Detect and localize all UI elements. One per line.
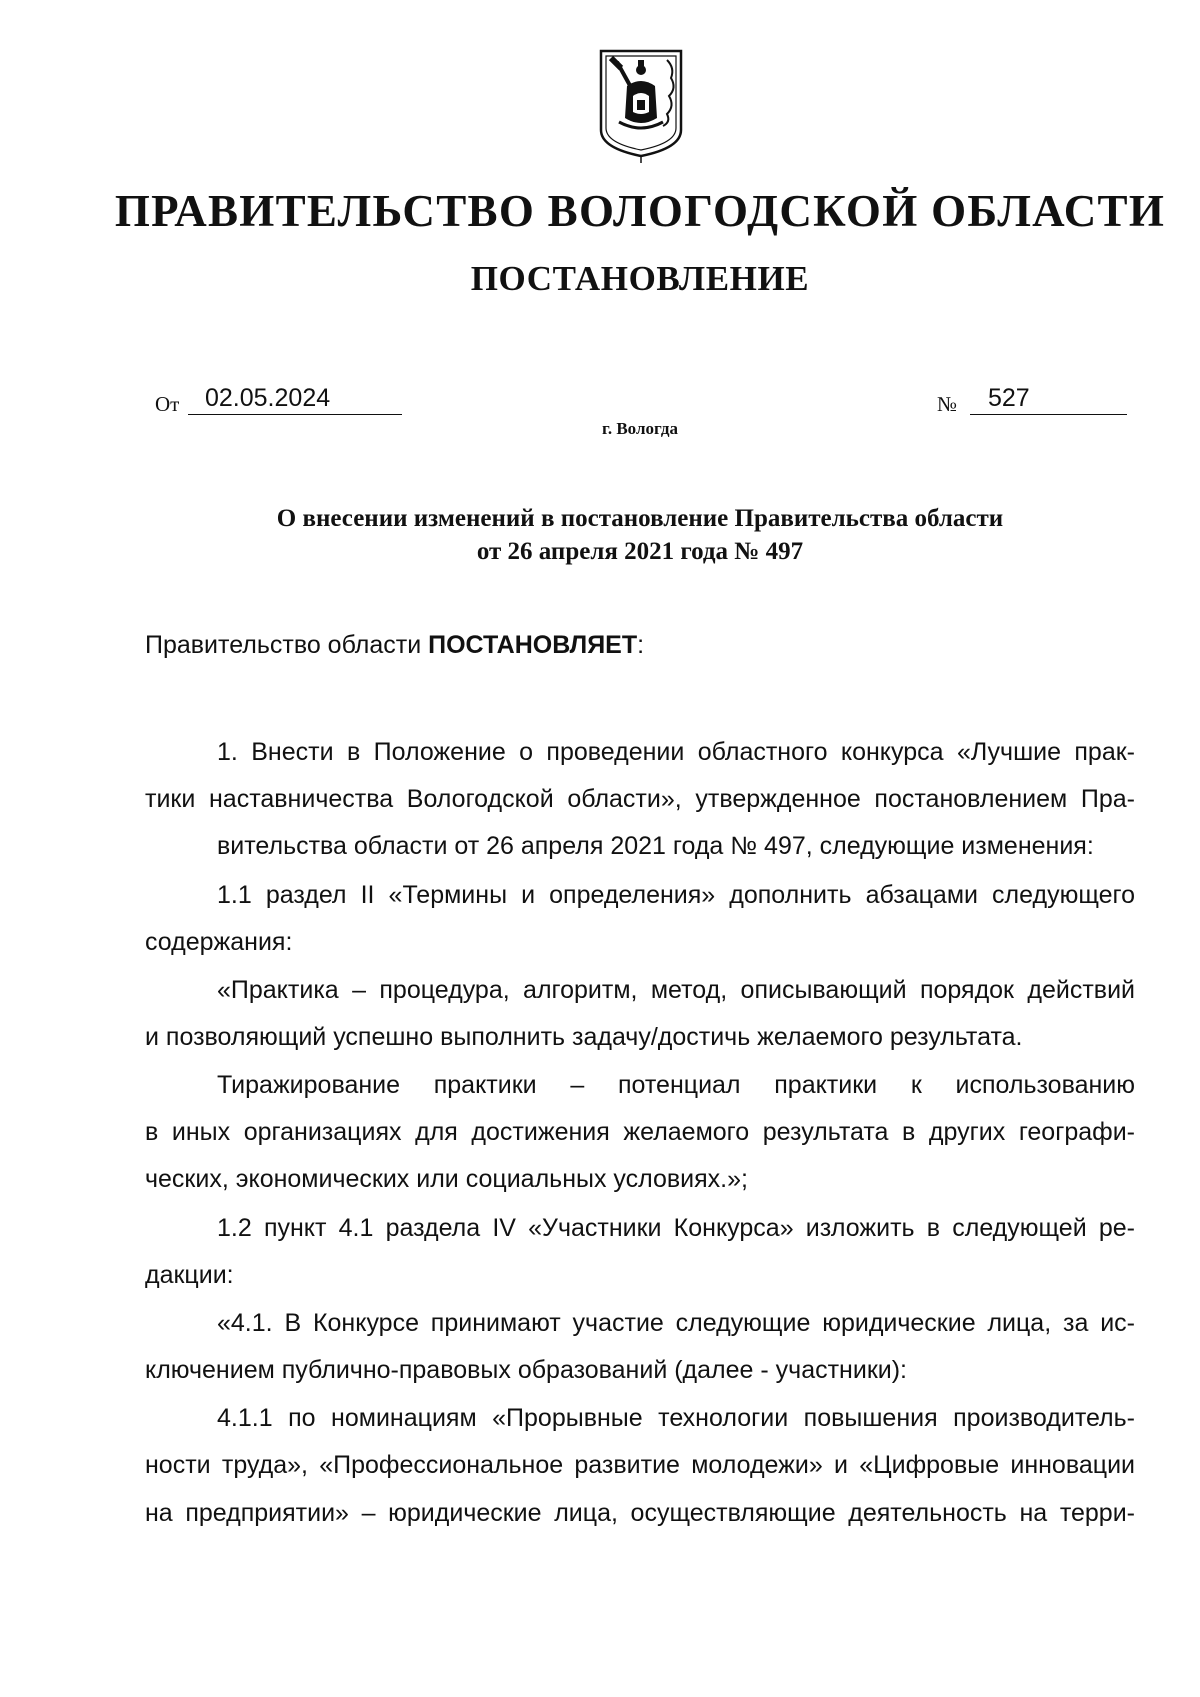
preamble-text: Правительство области — [145, 631, 429, 659]
number-value: 527 — [970, 382, 1127, 415]
body-line: тики наставничества Вологодской области», утвержденное постановлением Пра- — [145, 785, 1135, 813]
date-label: От — [155, 392, 180, 416]
body-line: содержания: — [145, 928, 293, 956]
document-kind: ПОСТАНОВЛЕНИЕ — [470, 259, 810, 298]
subject-line: О внесении изменений в постановление Правительства области — [276, 505, 1004, 532]
body-line: и позволяющий успешно выполнить задачу/достичь желаемого результата. — [145, 1023, 1023, 1051]
preamble-emphasis: ПОСТАНОВЛЯЕТ — [428, 631, 638, 659]
preamble-suffix: : — [637, 631, 645, 659]
body-line: «4.1. В Конкурсе принимают участие следующие юридические лица, за ис- — [217, 1309, 1135, 1337]
body-line: дакции: — [145, 1261, 234, 1289]
vologda-coat-of-arms-icon — [597, 48, 685, 164]
body-line: ключением публично-правовых образований (далее - участники): — [145, 1356, 907, 1384]
body-line: 1.1 раздел II «Термины и определения» дополнить абзацами следующего — [217, 881, 1135, 909]
body-line: ческих, экономических или социальных условиях.»; — [145, 1165, 748, 1193]
body-line: вительства области от 26 апреля 2021 года № 497, следующие изменения: — [217, 832, 1094, 860]
document-subject — [0, 502, 1200, 568]
body-line: «Практика – процедура, алгоритм, метод, описывающий порядок действий — [217, 976, 1135, 1004]
body-line: Тиражирование практики – потенциал практики к использованию — [217, 1071, 1135, 1099]
body-line: на предприятии» – юридические лица, осуществляющие деятельность на терри- — [145, 1499, 1135, 1527]
body-line: ности труда», «Профессиональное развитие молодежи» и «Цифровые инновации — [145, 1451, 1135, 1479]
body-line: в иных организациях для достижения желаемого результата в других географи- — [145, 1118, 1135, 1146]
preamble — [145, 629, 644, 661]
body-line: 1.2 пункт 4.1 раздела IV «Участники Конкурса» изложить в следующей ре- — [217, 1214, 1135, 1242]
date-value: 02.05.2024 — [188, 382, 402, 415]
city-name: г. Вологда — [602, 419, 678, 438]
organization-title: ПРАВИТЕЛЬСТВО ВОЛОГОДСКОЙ ОБЛАСТИ — [114, 186, 1166, 236]
subject-line: от 26 апреля 2021 года № 497 — [476, 538, 804, 565]
body-line: 4.1.1 по номинациям «Прорывные технологии повышения производитель- — [217, 1404, 1135, 1432]
number-label: № — [937, 392, 958, 416]
body-line: 1. Внести в Положение о проведении областного конкурса «Лучшие прак- — [217, 738, 1135, 766]
